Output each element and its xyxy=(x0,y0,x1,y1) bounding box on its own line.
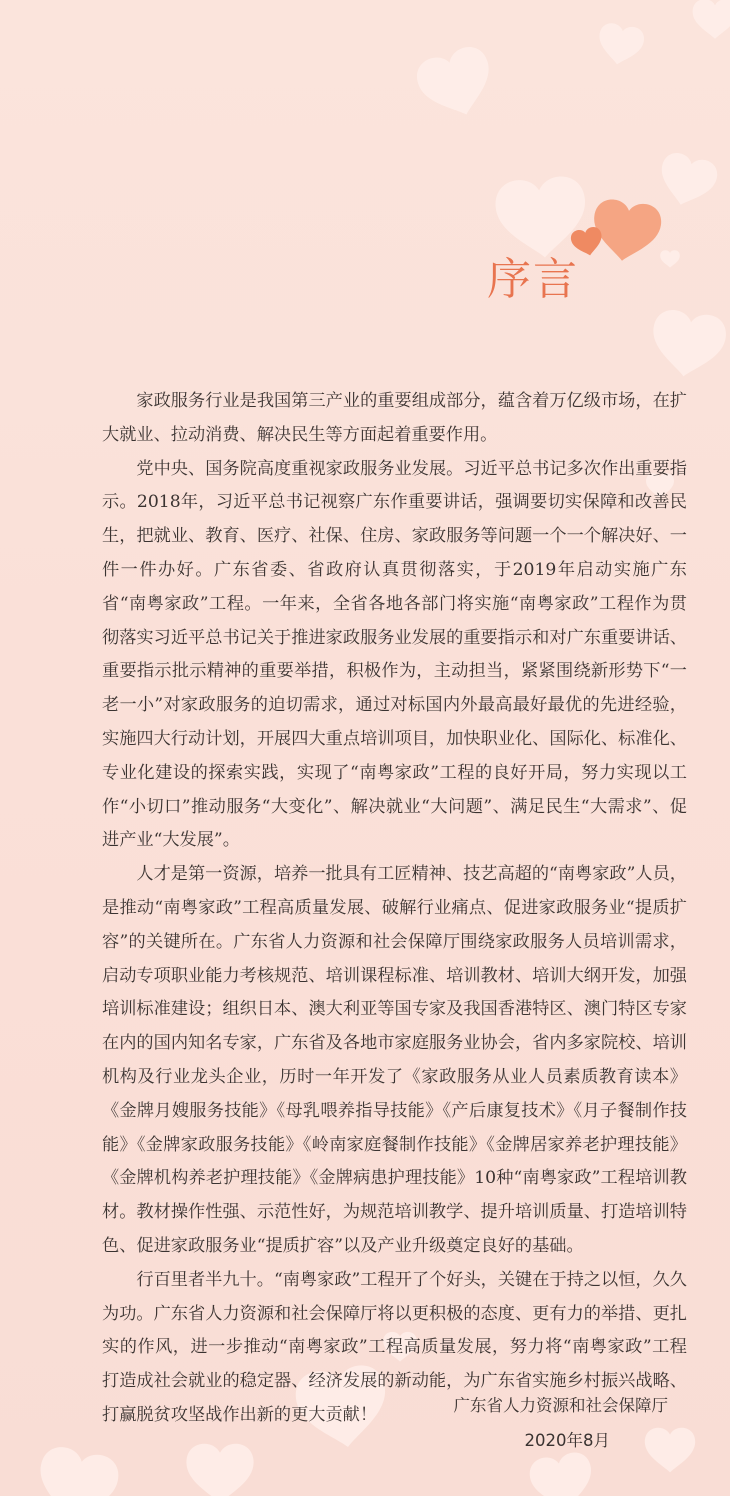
signature-date: 2020年8月 xyxy=(524,1431,610,1450)
page-title: 序言 xyxy=(487,254,579,305)
paragraph: 行百里者半九十。“南粤家政”工程开了个好头，关键在于持之以恒，久久为功。广东省人力资源和社会保障厅将以更积极的态度、更有力的举措、更扎实的作风，进一步推动“南粤家政”工程高质量发展，努力将“南粤家政”工程打造成社会就业的稳定器、经济发展的新动能，为广东省实施乡村振兴战略、打赢脱贫攻坚战作出新的更大贡献！ xyxy=(102,1269,687,1425)
signature xyxy=(454,1388,669,1458)
signature-organization: 广东省人力资源和社会保障厅 xyxy=(453,1396,668,1415)
paragraph: 人才是第一资源，培养一批具有工匠精神、技艺高超的“南粤家政”人员，是推动“南粤家政”工程高质量发展、破解行业痛点、促进家政服务业“提质扩容”的关键所在。广东省人力资源和社会保障厅围绕家政服务人员培训需求，启动专项职业能力考核规范、培训课程标准、培训教材、培训大纲开发，加强培训标准建设；组织日本、澳大利亚等国专家及我国香港特区、澳门特区专家在内的国内知名专家，广东省及各地市家庭服务业协会，省内多家院校、培训机构及行业龙头企业，历时一年开发了《家政服务从业人员素质教育读本》《金牌月嫂服务技能》《母乳喂养指导技能》《产后康复技术》《月子餐制作技能》《金牌家政服务技能》《岭南家庭餐制作技能》《金牌居家养老护理技能》《金牌机构养老护理技能》《金牌病患护理技能》10种“南粤家政”工程培训教材。教材操作性强、示范性好，为规范培训教学、提升培训质量、打造培训特色、促进家政服务业“提质扩容”以及产业升级奠定良好的基础。 xyxy=(102,864,687,1256)
preface-body xyxy=(102,385,687,1433)
paragraph: 家政服务行业是我国第三产业的重要组成部分，蕴含着万亿级市场，在扩大就业、拉动消费、解决民生等方面起着重要作用。 xyxy=(102,391,687,445)
paragraph: 党中央、国务院高度重视家政服务业发展。习近平总书记多次作出重要指示。2018年，习近平总书记视察广东作重要讲话，强调要切实保障和改善民生，把就业、教育、医疗、社保、住房、家政服务等问题一个一个解决好、一件一件办好。广东省委、省政府认真贯彻落实，于2019年启动实施广东省“南粤家政”工程。一年来，全省各地各部门将实施“南粤家政”工程作为贯彻落实习近平总书记关于推进家政服务业发展的重要指示和对广东重要讲话、重要指示批示精神的重要举措，积极作为，主动担当，紧紧围绕新形势下“一老一小”对家政服务的迫切需求，通过对标国内外最高最好最优的先进经验，实施四大行动计划，开展四大重点培训项目，加快职业化、国际化、标准化、专业化建设的探索实践，实现了“南粤家政”工程的良好开局，努力实现以工作“小切口”推动服务“大变化”、解决就业“大问题”、满足民生“大需求”、促进产业“大发展”。 xyxy=(102,458,687,851)
